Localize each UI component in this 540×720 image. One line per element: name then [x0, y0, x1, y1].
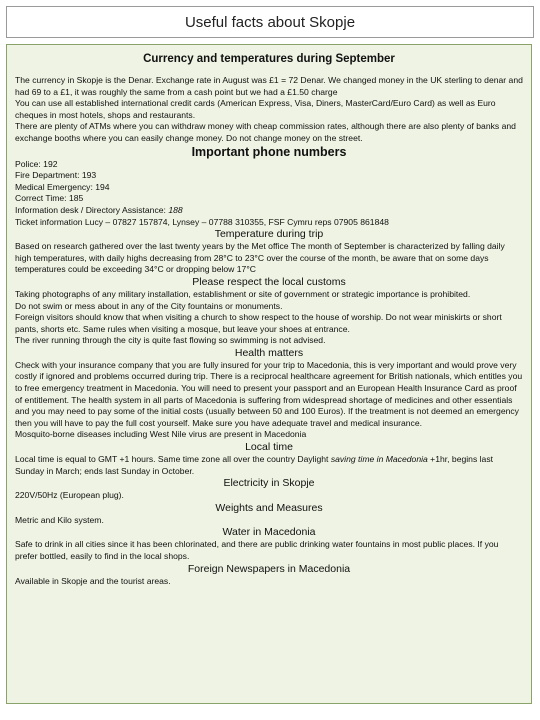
facts-panel [6, 44, 532, 704]
weights-heading: Weights and Measures [215, 501, 323, 514]
phone-time: Correct Time: 185 [15, 193, 84, 204]
currency-paragraph [15, 75, 523, 145]
phone-tickets: Ticket information Lucy – 07827 157874, Lynsey – 07788 310355, FSF Cymru reps 07905 861848 [15, 216, 389, 227]
health-paragraph [15, 360, 523, 441]
phone-info-number: 188 [168, 204, 183, 215]
water-text: Safe to drink in all cities since it has been chlorinated, and there are public drinking water fountains in most public places. If you prefer bottled, easily to find in the local shops. [15, 539, 499, 561]
phone-info [15, 205, 523, 217]
customs-text-4: The river running through the city is quite fast flowing so swimming is not advised. [15, 335, 326, 346]
customs-paragraph [15, 289, 523, 347]
temperature-text: Based on research gathered over the last twenty years by the Met office The month of September is characterized by falling daily high temperatures, with daily highs decreasing from 28°C to 23°C over the course of the month, be aware that on some days temperatures could be exceeding 34°C or dropping below 17°C [15, 241, 505, 275]
currency-text-3: There are plenty of ATMs where you can withdraw money with cheap commission rates, although there are also plenty of banks and exchange booths where you can easily change money. Do not change money on the street. [15, 121, 516, 143]
phone-info-label: Information desk / Directory Assistance: [15, 204, 169, 215]
electricity-heading: Electricity in Skopje [223, 477, 315, 490]
customs-text-2: Do not swim or mess about in any of the City fountains or monuments. [15, 300, 283, 311]
localtime-text-a: Local time is equal to GMT +1 hours. Same time zone all over the country Daylight [15, 454, 331, 465]
newspapers-heading: Foreign Newspapers in Macedonia [187, 562, 351, 575]
customs-heading: Please respect the local customs [192, 275, 346, 288]
localtime-heading: Local time [245, 441, 293, 454]
health-text-2: Mosquito-borne diseases including West Nile virus are present in Macedonia [15, 429, 307, 440]
localtime-text [15, 454, 523, 477]
currency-text-1: The currency in Skopje is the Denar. Exchange rate in August was £1 = 72 Denar. We changed money in the UK sterling to denar and had 69 to a £1, it was roughly the same from a cash point but we had a £1.50 charge [15, 75, 523, 97]
phones-heading: Important phone numbers [191, 144, 347, 159]
currency-text-2: You can use all established international credit cards (American Express, Visa, Diners, MasterCard/Euro Card) as well as Euro cheques in most hotels, shops and restaurants. [15, 98, 496, 120]
health-heading: Health matters [234, 346, 304, 359]
newspapers-text: Available in Skopje and the tourist areas. [15, 575, 171, 586]
page-title [6, 6, 534, 38]
localtime-text-italic: saving time in Macedonia [330, 454, 428, 465]
phone-medical: Medical Emergency: 194 [15, 181, 110, 192]
health-text-1: Check with your insurance company that you are fully insured for your trip to Macedonia, this is very important and would prove very costly if ignored and problems occurred during trip. There is a reciprocal healthcare agreement for British nationals, which entitles you to free emergency treatment in Macedonia. You will need to present your passport and an European Health Insurance Card as proof of entitlement. The health system in all parts of Macedonia is suffering from widespread shortage of medicines and other essentials and you may need to pay some of the initial costs (usually between 50 and 100 Euros). If the treatment is not deemed an emergency then you will have to pay the full cost yourself. Make sure you have adequate travel and medical insurance. [15, 359, 523, 428]
electricity-text: 220V/50Hz (European plug). [15, 490, 124, 501]
phone-fire: Fire Department: 193 [15, 170, 97, 181]
temperature-heading: Temperature during trip [214, 228, 324, 241]
phones-list [15, 159, 523, 229]
weights-text: Metric and Kilo system. [15, 514, 104, 525]
page-title-text: Useful facts about Skopje [184, 13, 356, 31]
phone-police: Police: 192 [15, 158, 58, 169]
localtime-text-b: +1hr, begins last Sunday in March; ends last Sunday in October. [15, 454, 494, 476]
customs-text-1: Taking photographs of any military installation, establishment or site of government or strategic importance is prohibited. [15, 288, 471, 299]
customs-text-3: Foreign visitors should know that when visiting a church to show respect to the house of worship. Do not wear miniskirts or short pants, shorts etc. Same rules when visiting a mosque, but leave your shoes at entrance. [15, 312, 502, 334]
currency-heading: Currency and temperatures during September [143, 53, 395, 65]
water-heading: Water in Macedonia [222, 526, 316, 539]
